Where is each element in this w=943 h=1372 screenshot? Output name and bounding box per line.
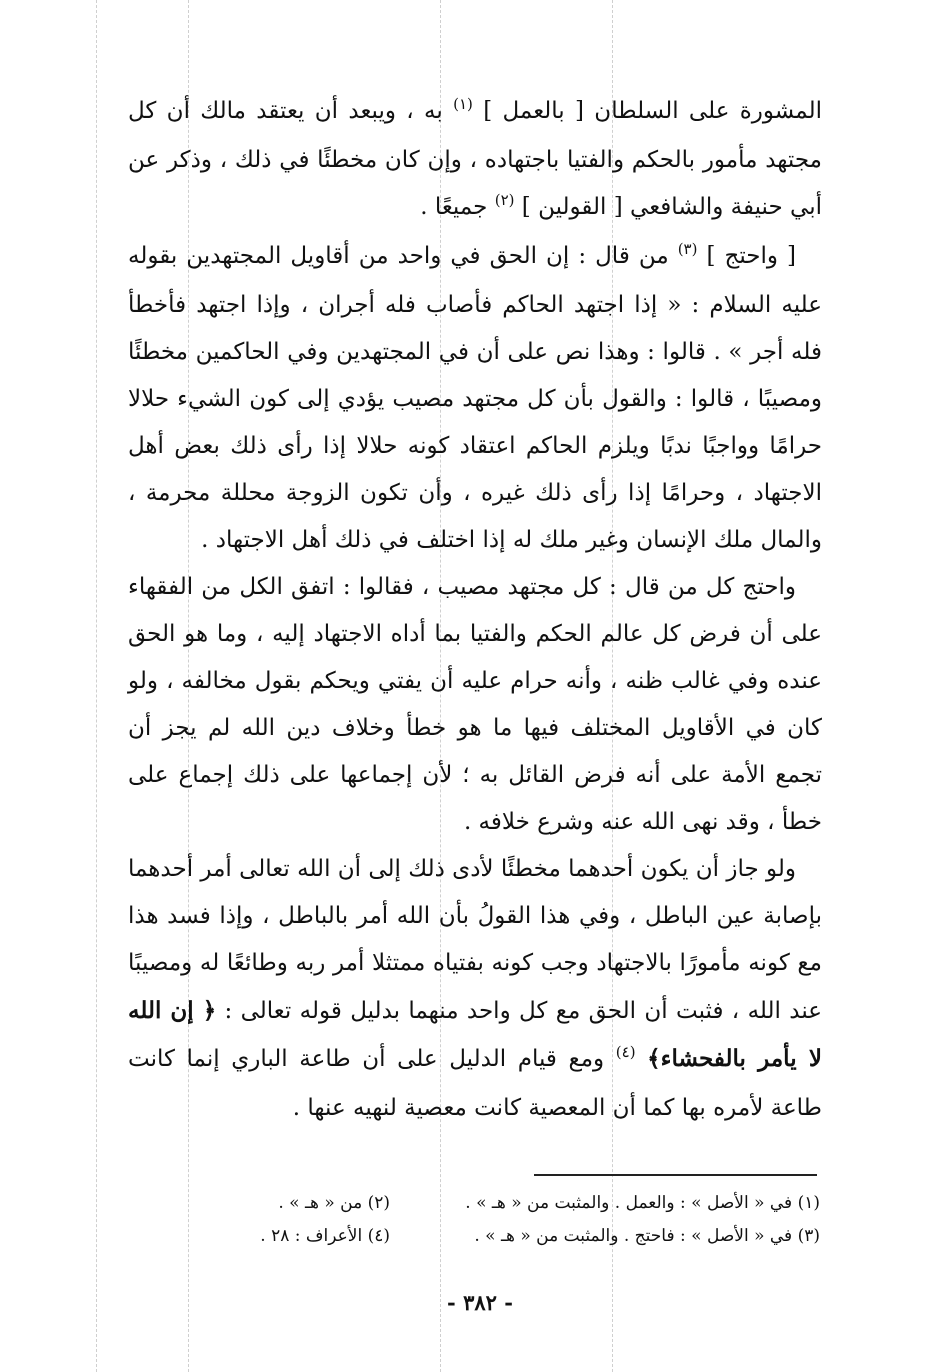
paragraph-text [636,1046,648,1072]
main-body-text [128,88,822,1132]
paragraph-text: ولو جاز أن يكون أحدهما مخطئًا لأدى ذلك إلى أن الله تعالى أمر أحدهما بإصابة عين الباطل ، وفي هذا القولُ بأن الله أمر بالباطل ، وإذا فسد هذا مع كونه مأمورًا بالاجتهاد وجب كونه بفتياه ممتثلا أمر ربه وطائعًا له ومصيبًا عند الله ، فثبت أن الحق مع كل واحد منهما بدليل قوله تعالى : [127,856,822,1024]
footnotes [140,1187,820,1253]
footnote-row [140,1220,820,1253]
body-paragraph [128,564,822,846]
paragraph-text: من قال : إن الحق في واحد من أقاويل المجتهدين بقوله عليه السلام : « إذا اجتهد الحاكم فأصاب فله أجران ، وإذا اجتهد فأخطأ فله أجر » . قالوا : وهذا نص على أن في المجتهدين وفي الحاكمين مخطئًا ومصيبًا ، قالوا : والقول بأن كل مجتهد مصيب يؤدي إلى كون الشيء حلالا حرامًا وواجبًا ندبًا ويلزم الحاكم اعتقاد كونه حلالا إذا رأى ذلك بعض أهل الاجتهاد ، وحرامًا إذا رأى ذلك غيره ، وأن تكون الزوجة محللة محرمة ، والمال ملك الإنسان وغير ملك له إذا اختلف في ذلك أهل الاجتهاد . [128,243,822,553]
footnote-4: (٤) الأعراف : ٢٨ . [260,1226,390,1246]
quran-quote: ﴿ إن الله لا يأمر بالفحشاء﴾ [128,997,823,1072]
footnote-separator [534,1174,817,1176]
footnote-row [140,1187,820,1220]
paragraph-text: المشورة على السلطان [ بالعمل ] [472,98,822,124]
scan-fold-line [96,0,97,1372]
footnote-1: (١) في « الأصل » : والعمل . والمثبت من « هـ » . [465,1193,820,1213]
paragraph-text: ومع قيام الدليل على أن طاعة الباري إنما كانت طاعة لأمره بها كما أن المعصية كانت معصية لنهيه عنها . [128,1046,822,1121]
page-number: - ٣٨٢ - [447,1290,513,1315]
footnote-marker: (٤) [615,1043,636,1061]
paragraph-text: واحتج كل من قال : كل مجتهد مصيب ، فقالوا : اتفق الكل من الفقهاء على أن فرض كل عالم الحكم والفتيا بما أداه الاجتهاد إليه ، وما هو الحق عنده وفي غالب ظنه ، وأنه حرام عليه أن يفتي ويحكم بقول مخالفه ، ولو كان في الأقاويل المختلف فيها ما هو خطأ وخلاف دين الله لم يجز أن تجمع الأمة على أنه فرض القائل به ؛ لأن إجماعها على ذلك إجماع على خطأ ، وقد نهى الله عنه وشرع خلافه . [128,574,822,835]
footnote-3: (٣) في « الأصل » : فاحتج . والمثبت من « هـ » . [474,1226,820,1246]
footnote-marker: (٣) [677,240,698,258]
footnote-marker: (١) [453,95,473,113]
paragraph-text: به ، ويبعد أن يعتقد مالك أن كل مجتهد مأمور بالحكم والفتيا باجتهاده ، وإن كان مخطئًا في ذلك ، وذكر عن أبي حنيفة والشافعي [ القولين ] [128,98,822,220]
body-paragraph [128,846,822,1132]
body-paragraph [128,88,822,233]
footnote-marker: (٢) [494,191,515,209]
footnote-2: (٢) من « هـ » . [278,1193,390,1213]
body-paragraph [128,233,822,564]
paragraph-text: [ واحتج ] [697,243,796,269]
paragraph-text: جميعًا . [420,194,495,220]
